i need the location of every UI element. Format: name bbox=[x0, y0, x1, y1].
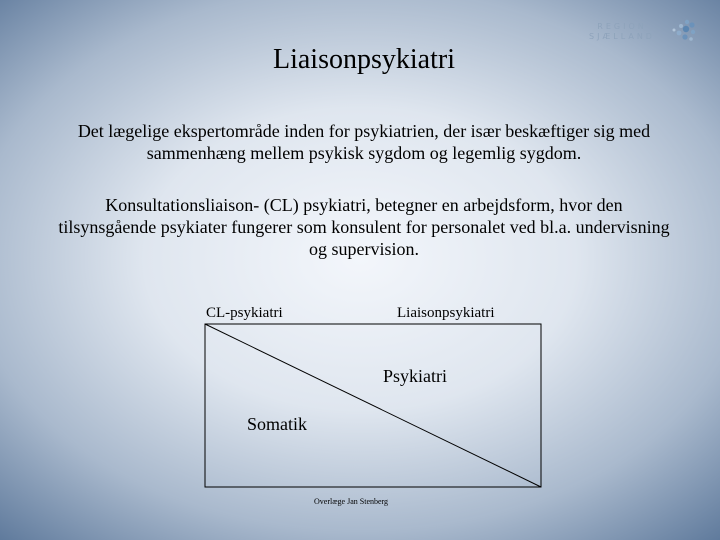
label-cl-psykiatri: CL-psykiatri bbox=[206, 305, 283, 321]
footer-author: Overlæge Jan Stenberg bbox=[314, 497, 389, 506]
logo-text-line1: REGION bbox=[597, 22, 647, 31]
label-somatik: Somatik bbox=[247, 414, 308, 434]
logo-text-line2: SJÆLLAND bbox=[589, 32, 655, 41]
cl-paragraph: Konsultationsliaison- (CL) psykiatri, betegner en arbejdsform, hvor den tilsynsgående psykiater fungerer som konsulent for personalet ved bl.a. undervisning og supervision. bbox=[58, 195, 670, 259]
diagram-diagonal bbox=[205, 324, 541, 487]
label-psykiatri: Psykiatri bbox=[383, 366, 448, 386]
definition-paragraph: Det lægelige ekspertområde inden for psykiatrien, der især beskæftiger sig med sammenhæng mellem psykisk sygdom og legemlig sygdom. bbox=[77, 121, 651, 163]
slide-title: Liaisonpsykiatri bbox=[273, 44, 455, 75]
label-liaisonpsykiatri: Liaisonpsykiatri bbox=[397, 305, 495, 321]
